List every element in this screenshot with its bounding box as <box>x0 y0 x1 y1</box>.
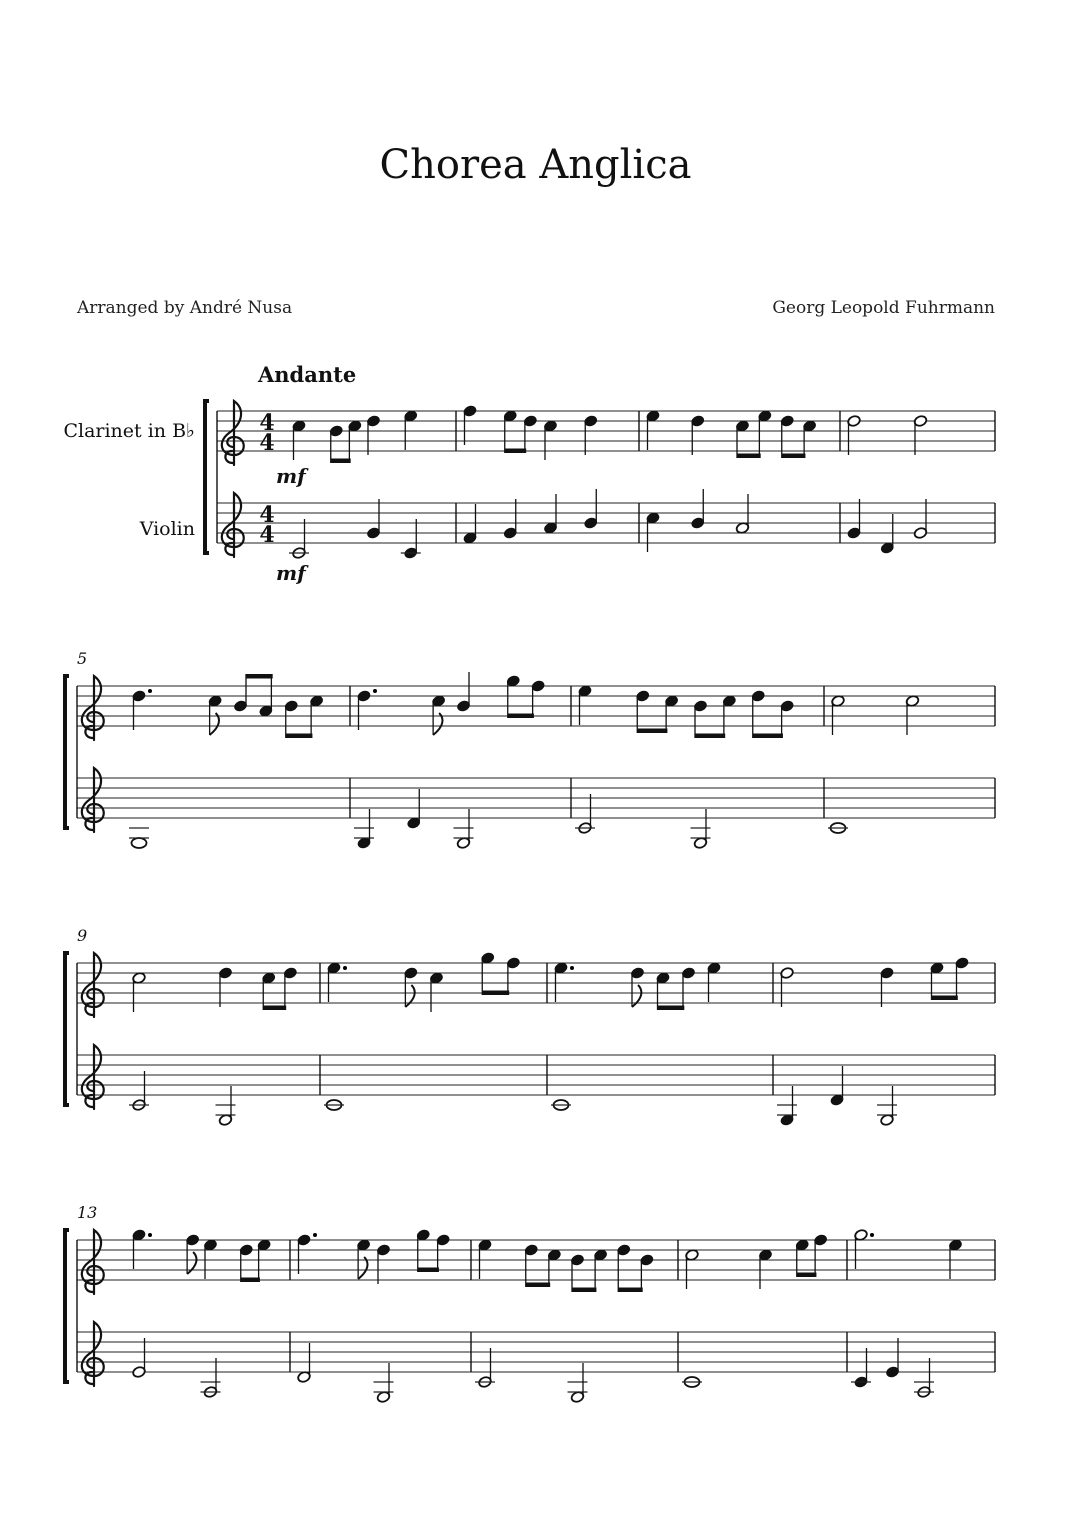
note-flag <box>187 1252 196 1274</box>
note-beam <box>418 1268 439 1273</box>
note-flag <box>632 985 641 1007</box>
augmentation-dot <box>148 1233 152 1237</box>
system-1 <box>63 362 995 585</box>
note-head <box>132 838 147 848</box>
augmentation-dot <box>570 966 574 970</box>
note-beam <box>637 729 667 734</box>
note-beam <box>331 459 351 464</box>
measure-number: 9 <box>77 926 88 945</box>
note-beam <box>526 1283 550 1288</box>
dynamic-violin: mf <box>276 561 306 585</box>
note-beam <box>505 449 526 454</box>
system-bracket <box>65 1230 69 1382</box>
note-beam <box>797 1273 817 1278</box>
note-beam <box>246 674 273 679</box>
system-4 <box>65 1203 995 1403</box>
instrument-label-clarinet: Clarinet in B♭ <box>63 420 195 442</box>
augmentation-dot <box>148 689 152 693</box>
note-beam <box>263 1006 286 1011</box>
time-signature-numerator: 4 <box>259 410 275 436</box>
note-beam <box>737 454 761 459</box>
note-beam <box>932 996 958 1001</box>
score-title: Chorea Anglica <box>379 142 692 188</box>
augmentation-dot <box>373 689 377 693</box>
note-beam <box>753 734 783 739</box>
augmentation-dot <box>870 1233 874 1237</box>
note-beam <box>286 734 313 739</box>
measure-number: 5 <box>77 649 88 668</box>
composer-credit: Georg Leopold Fuhrmann <box>772 298 995 318</box>
system-2 <box>65 649 995 849</box>
note-beam <box>572 1288 596 1293</box>
note-beam <box>241 1278 260 1283</box>
time-signature-denominator: 4 <box>259 522 275 548</box>
note-beam <box>695 734 725 739</box>
instrument-label-violin: Violin <box>139 518 195 540</box>
tempo-marking: Andante <box>258 362 357 387</box>
note-beam <box>508 714 534 719</box>
time-signature-denominator: 4 <box>259 430 275 456</box>
note-beam <box>782 454 806 459</box>
note-flag <box>405 985 414 1007</box>
note-beam <box>658 1006 685 1011</box>
dynamic-clarinet: mf <box>276 464 306 488</box>
note-beam <box>618 1288 642 1293</box>
system-bracket <box>65 953 69 1105</box>
augmentation-dot <box>343 966 347 970</box>
augmentation-dot <box>313 1233 317 1237</box>
note-beam <box>482 991 509 996</box>
arranger-credit: Arranged by André Nusa <box>77 298 293 318</box>
system-3 <box>65 926 995 1126</box>
system-bracket <box>205 401 209 553</box>
time-signature-numerator: 4 <box>259 502 275 528</box>
system-bracket <box>65 676 69 828</box>
measure-number: 13 <box>77 1203 98 1222</box>
